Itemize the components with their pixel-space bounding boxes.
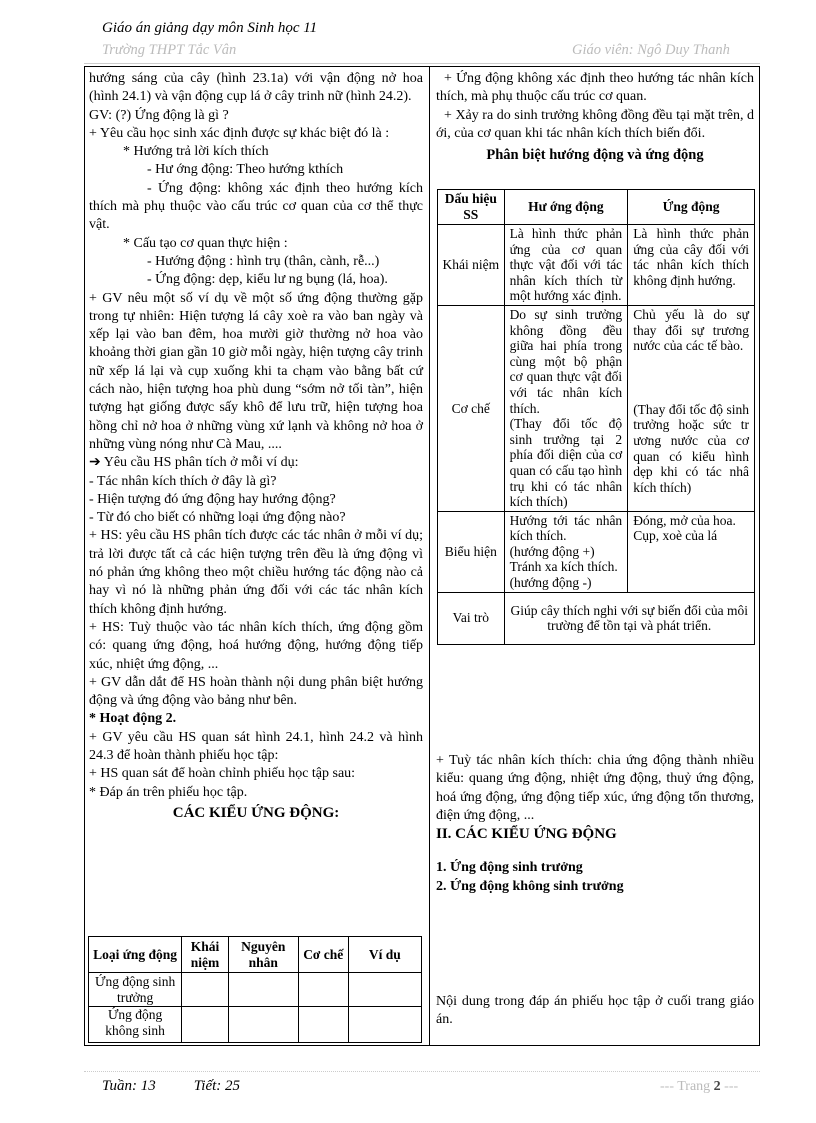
- right-lower: [436, 752, 754, 896]
- cell-line: (hướng động -): [509, 575, 592, 591]
- comparison-header: Dấu hiệu SS: [438, 190, 505, 225]
- comparison-cell: Là hình thức phản ứng của cơ quan thực vật đối với tác nhân kích thích từ một hướng xác định.: [504, 225, 628, 306]
- left-paragraph: + HS: Tuỳ thuộc vào tác nhân kích thích, ứng động gồm có: quang ứng động, hoá hướng động, hướng động tiếp xúc, nhiệt ứng động, ...: [89, 619, 423, 672]
- comparison-title: Phân biệt hướng động và ứng động: [486, 147, 704, 164]
- left-paragraph: + HS: yêu cầu HS phân tích được các tác nhân ở mỗi ví dụ; trả lời được tất cả các hiện tượng trên đều là ứng động vì nó phản ứng không theo một chiều hướng tác động nào cả hay vì nó là những phản ứng đối với các tác nhân kích thích không định hướng.: [89, 528, 423, 617]
- cell-line: Do sự sinh trưởng không đồng đều giữa hai phía trong cùng một bộ phận cơ quan thực vật đối với tác nhân kích thích.: [509, 306, 623, 416]
- left-paragraph: - Ứng động: không xác định theo hướng kích thích mà phụ thuộc vào cấu trúc cơ quan của cơ thể thực vật.: [89, 180, 423, 233]
- worksheet-cell: [228, 1007, 298, 1043]
- worksheet-header: Loại ứng động: [89, 937, 182, 973]
- left-paragraph: + GV yêu cầu HS quan sát hình 24.1, hình 24.2 và hình 24.3 để hoàn thành phiếu học tập:: [89, 729, 423, 763]
- comparison-cell: Giúp cây thích nghi với sự biến đổi của môi trường để tồn tại và phát triển.: [504, 592, 754, 644]
- cell-line: (Thay đổi tốc độ sinh trưởng hoặc sức tr ương nước của cơ quan có kiểu hình dẹp khi có tác nhâ kích thích): [633, 401, 749, 495]
- worksheet-cell: [228, 973, 298, 1007]
- right-column: [436, 70, 754, 164]
- worksheet-cell: [298, 973, 348, 1007]
- left-paragraph: - Từ đó cho biết có những loại ứng động nào?: [89, 510, 346, 526]
- left-paragraph: + HS quan sát để hoàn chỉnh phiếu học tập sau:: [89, 766, 356, 782]
- cell-line: Cụp, xoè của lá: [633, 528, 718, 544]
- header-divider: [84, 63, 760, 64]
- right-paragraph: + Xảy ra do sinh trưởng không đồng đều tại mặt trên, d ới, của cơ quan khi tác nhân kích thích biến đổi.: [436, 107, 754, 141]
- left-paragraph: hướng sáng của cây (hình 23.1a) với vận động nở hoa (hình 24.1) và vận động cụp lá ở cây trinh nữ (hình 24.2).: [89, 71, 423, 105]
- left-paragraph: - Hư ớng động: Theo hướng kthích: [147, 162, 344, 178]
- cell-line: (hướng động +): [509, 543, 595, 559]
- worksheet-header: Khái niệm: [182, 937, 229, 973]
- right-note: [436, 993, 754, 1030]
- worksheet-title: CÁC KIỂU ỨNG ĐỘNG:: [172, 804, 340, 821]
- comparison-header: Ứng động: [628, 190, 755, 225]
- cell-line: Tránh xa kích thích.: [509, 559, 618, 575]
- right-paragraph: Nội dung trong đáp án phiếu học tập ở cuối trang giáo án.: [436, 994, 754, 1028]
- left-paragraph: * Hướng trả lời kích thích: [123, 144, 269, 160]
- worksheet-header: Cơ chế: [298, 937, 348, 973]
- subsection-heading: 1. Ứng động sinh trưởng: [436, 860, 583, 876]
- right-paragraph: + Ứng động không xác định theo hướng tác nhân kích thích, mà phụ thuộc cấu trúc cơ quan.: [436, 71, 754, 105]
- footer-week: Tuần: 13: [102, 1078, 156, 1094]
- right-paragraph: + Tuỳ tác nhân kích thích: chia ứng động thành nhiều kiểu: quang ứng động, nhiệt ứng động, thuỷ ứng động, hoá ứng động, ứng động tiếp xúc, ứng động tổn thương, điện ứng động, ...: [436, 753, 754, 823]
- comparison-cell: [628, 305, 755, 511]
- left-paragraph: - Hiện tượng đó ứng động hay hướng động?: [89, 491, 336, 507]
- comparison-row-label: Vai trò: [438, 592, 505, 644]
- left-paragraph: - Ứng động: dẹp, kiểu lư ng bụng (lá, hoa).: [147, 272, 388, 288]
- worksheet-table: [88, 936, 422, 1043]
- cell-line: Hướng tới tác nhân kích thích.: [509, 512, 623, 544]
- cell-line: Chủ yếu là do sự thay đổi sự trương nước của các tế bào.: [633, 306, 749, 354]
- left-paragraph: ➔ Yêu cầu HS phân tích ở mỗi ví dụ:: [89, 455, 299, 471]
- comparison-row-label: Cơ chế: [438, 305, 505, 511]
- worksheet-cell: [182, 1007, 229, 1043]
- comparison-header: Hư ớng động: [504, 190, 628, 225]
- left-paragraph: + Yêu cầu học sinh xác định được sự khác biệt đó là :: [89, 125, 390, 141]
- page-number: 2: [713, 1079, 721, 1094]
- comparison-cell: [504, 305, 628, 511]
- footer-page: [660, 1079, 738, 1095]
- left-paragraph: * Cấu tạo cơ quan thực hiện :: [123, 235, 288, 251]
- column-divider: [429, 66, 430, 1046]
- subsection-heading: 2. Ứng động không sinh trưởng: [436, 878, 624, 894]
- worksheet-cell: [182, 973, 229, 1007]
- worksheet-cell: [298, 1007, 348, 1043]
- worksheet-header: Ví dụ: [348, 937, 421, 973]
- worksheet-header: Nguyên nhân: [228, 937, 298, 973]
- comparison-row-label: Biểu hiện: [438, 511, 505, 592]
- header-title: Giáo án giảng dạy môn Sinh học 11: [102, 20, 318, 36]
- left-paragraph: * Đáp án trên phiếu học tập.: [89, 784, 248, 800]
- comparison-row-label: Khái niệm: [438, 225, 505, 306]
- comparison-cell: [628, 511, 755, 592]
- footer-left: [102, 1078, 278, 1095]
- worksheet-row-label: Ứng động sinh trưởng: [89, 973, 182, 1007]
- activity-heading: * Hoạt động 2.: [89, 711, 177, 727]
- footer-period: Tiết: 25: [193, 1078, 241, 1094]
- worksheet-cell: [348, 1007, 421, 1043]
- comparison-cell: [504, 511, 628, 592]
- page-prefix: --- Trang: [660, 1079, 711, 1094]
- worksheet-row-label: Ứng động không sinh: [89, 1007, 182, 1043]
- comparison-cell: Là hình thức phản ứng của cây đối với tác nhân kích thích không định hướng.: [628, 225, 755, 306]
- worksheet-cell: [348, 973, 421, 1007]
- left-paragraph: - Hướng động : hình trụ (thân, cành, rễ...): [147, 253, 380, 269]
- cell-line: Đóng, mở của hoa.: [633, 512, 736, 528]
- footer-divider: [84, 1071, 760, 1072]
- left-paragraph: + GV nêu một số ví dụ về một số ứng động thường gặp trong tự nhiên: Hiện tượng lá cây xoè ra vào ban ngày và xếp lại vào ban đêm, hoa mười giờ thường nở hoa vào khoảng thời gian gần 10 giờ mỗi ngày, hiện tượng cây trinh nữ xếp lá lại và cụp xuống khi ta chạm vào bằng bất cứ cách nào, hiện tượng hoa phù dung “sớm nở tối tàn”, hiện tượng hạt giống được sấy khô để lưu trữ, hiện tượng hoa hồng chỉ nở hoa ở những vùng xứ lạnh và không nở hoa ở những vùng nóng như Cà Mau, ....: [89, 290, 423, 452]
- cell-line: (Thay đổi tốc độ sinh trưởng tại 2 phía đối diện của cơ quan có cấu tạo hình trụ khi có tác nhân kích thích): [509, 416, 623, 510]
- left-paragraph: GV: (?) Ứng động là gì ?: [89, 107, 229, 123]
- section-heading: II. CÁC KIỂU ỨNG ĐỘNG: [436, 826, 617, 843]
- left-paragraph: - Tác nhân kích thích ở đây là gì?: [89, 473, 277, 489]
- comparison-table: [437, 189, 755, 645]
- header-teacher: Giáo viên: Ngô Duy Thanh: [572, 42, 730, 58]
- left-column: [89, 70, 423, 822]
- left-paragraph: + GV dẫn dắt để HS hoàn thành nội dung phân biệt hướng động và ứng động vào bảng như bên.: [89, 674, 423, 709]
- header-school: Trường THPT Tắc Vân: [102, 42, 237, 58]
- page-suffix: ---: [724, 1079, 739, 1094]
